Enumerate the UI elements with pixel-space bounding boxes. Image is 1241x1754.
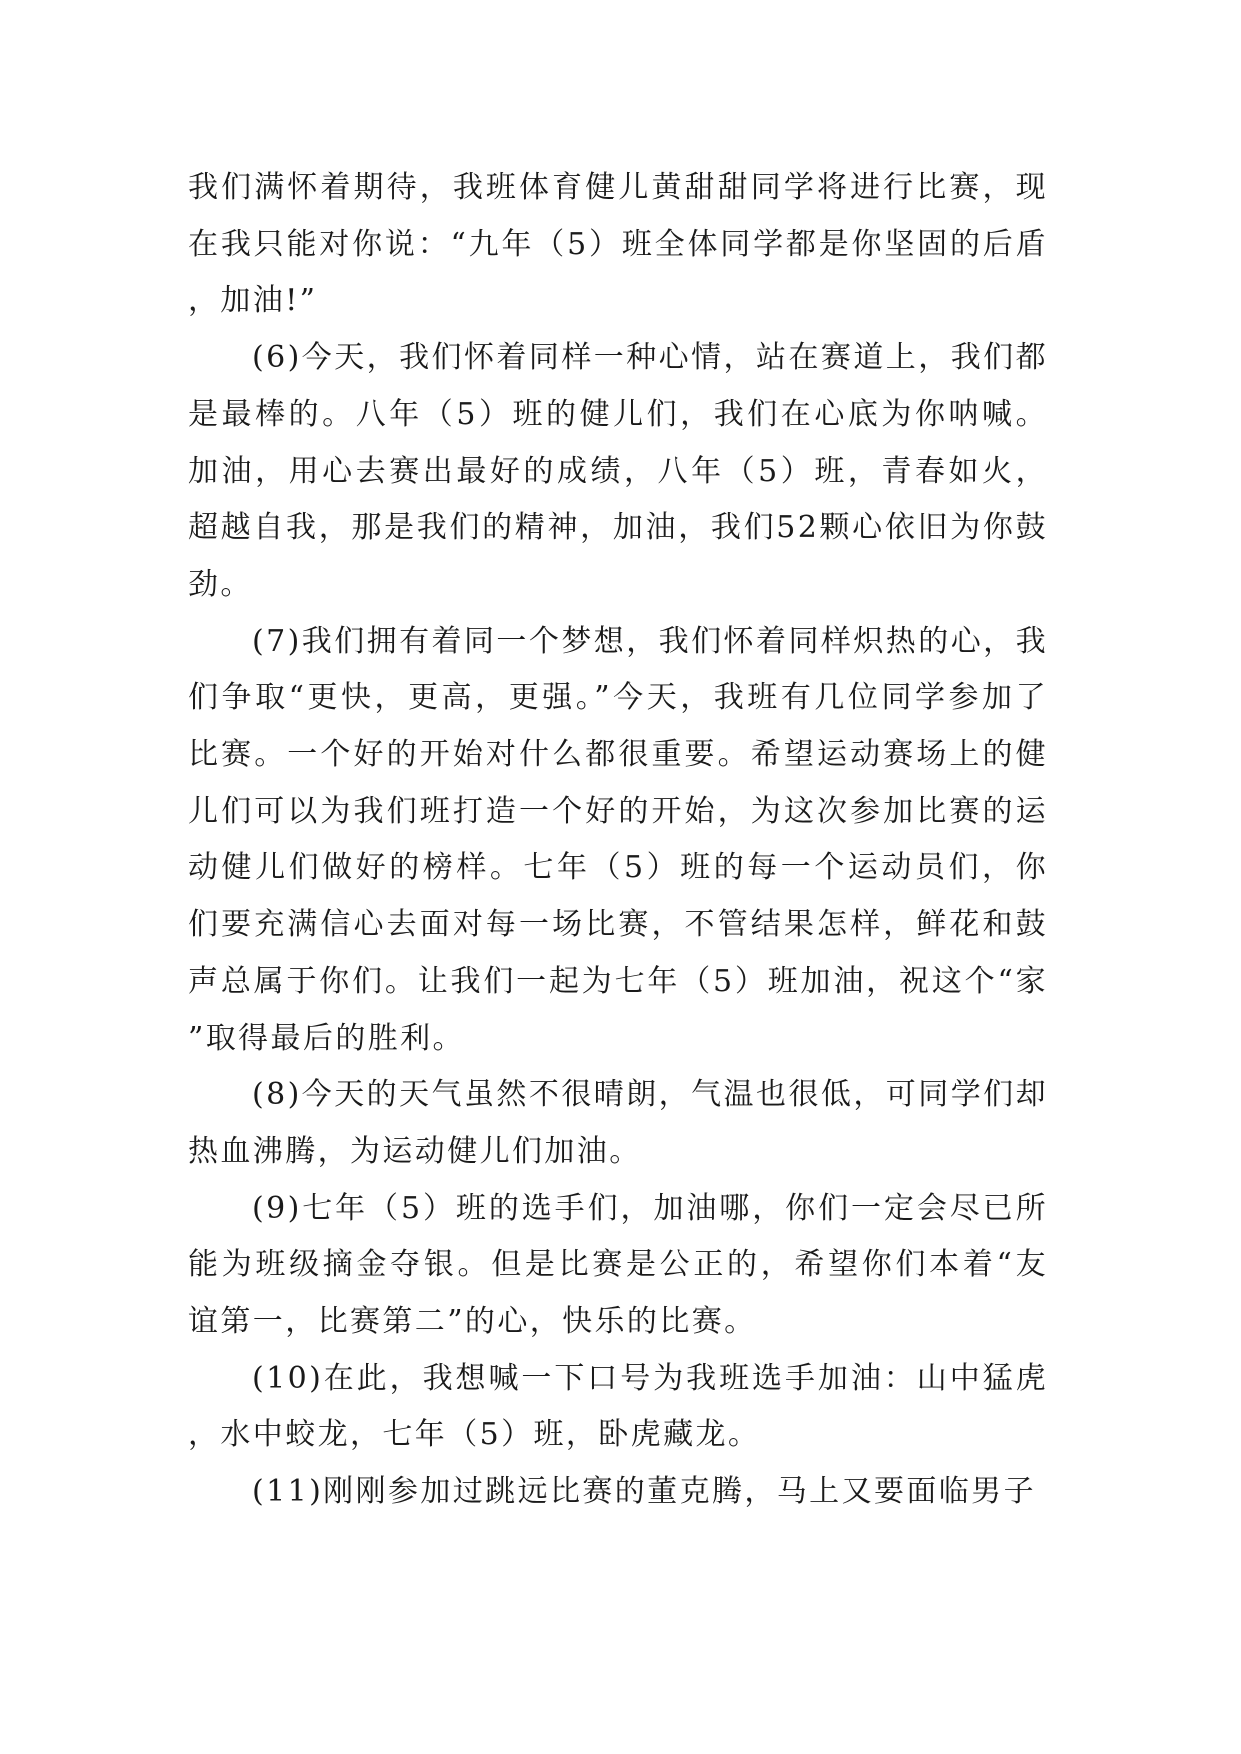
paragraph-10: (10)在此，我想喊一下口号为我班选手加油：山中猛虎，水中蛟龙，七年（5）班，卧虎藏龙。 [188, 1360, 1048, 1453]
body-text [188, 160, 1048, 1521]
paragraph-11: (11)刚刚参加过跳远比赛的董克腾，马上又要面临男子 [252, 1474, 1036, 1510]
paragraph-7: (7)我们拥有着同一个梦想，我们怀着同样炽热的心，我们争取“更快，更高，更强。”今天，我班有几位同学参加了比赛。一个好的开始对什么都很重要。希望运动赛场上的健儿们可以为我们班打造一个好的开始，为这次参加比赛的运动健儿们做好的榜样。七年（5）班的每一个运动员们，你们要充满信心去面对每一场比赛，不管结果怎样，鲜花和鼓声总属于你们。让我们一起为七年（5）班加油，祝这个“家”取得最后的胜利。 [188, 623, 1048, 1056]
paragraph-6: (6)今天，我们怀着同样一种心情，站在赛道上，我们都是最棒的。八年（5）班的健儿们，我们在心底为你呐喊。加油，用心去赛出最好的成绩，八年（5）班，青春如火，超越自我，那是我们的精神，加油，我们52颗心依旧为你鼓劲。 [188, 340, 1048, 602]
paragraph-8: (8)今天的天气虽然不很晴朗，气温也很低，可同学们却热血沸腾，为运动健儿们加油。 [188, 1077, 1048, 1169]
paragraph-continued: 我们满怀着期待，我班体育健儿黄甜甜同学将进行比赛，现在我只能对你说：“九年（5）班全体同学都是你坚固的后盾，加油!” [188, 170, 1048, 319]
paragraph-9: (9)七年（5）班的选手们，加油哪，你们一定会尽已所能为班级摘金夺银。但是比赛是公正的，希望你们本着“友谊第一，比赛第二”的心，快乐的比赛。 [188, 1190, 1048, 1340]
